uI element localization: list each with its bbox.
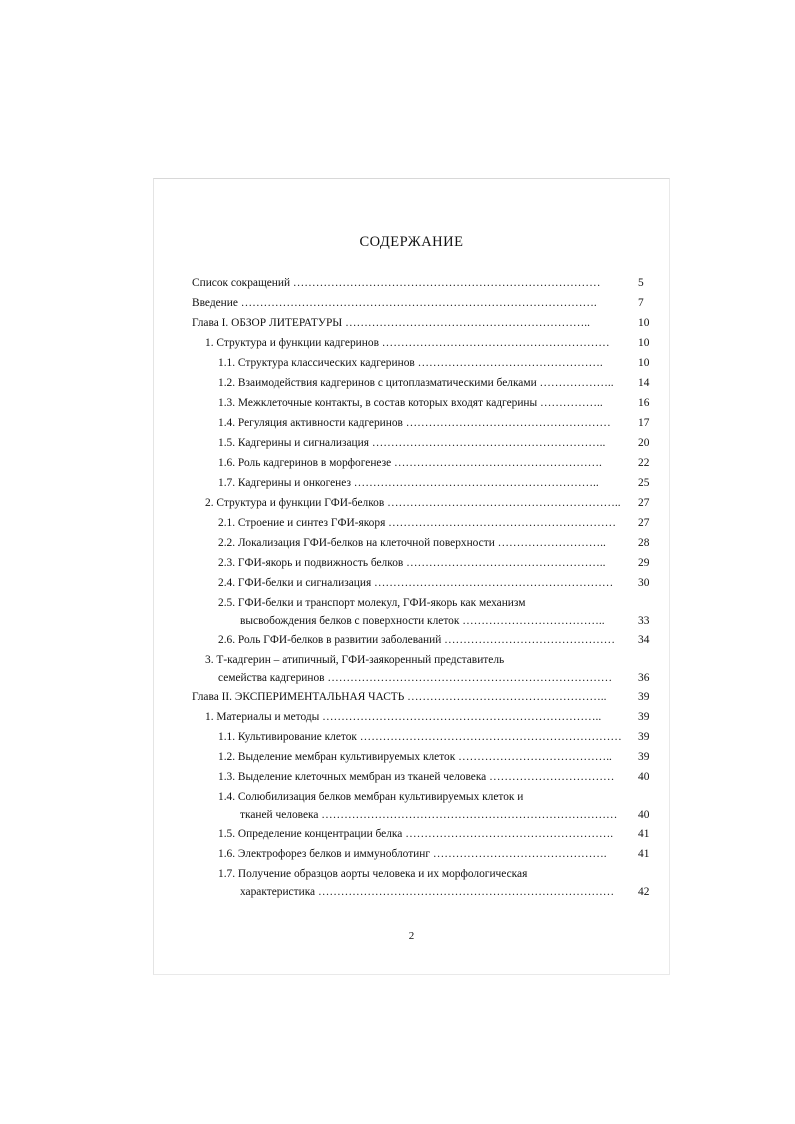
toc-entry[interactable]	[192, 729, 662, 749]
toc-entry-text: 2. Структура и функции ГФИ-белков ……………………………………………………..	[205, 497, 621, 509]
toc-entry[interactable]	[192, 535, 662, 555]
toc-entry-page: 5	[638, 277, 644, 289]
toc-entry[interactable]	[192, 846, 662, 866]
toc-entry-continuation[interactable]	[192, 884, 662, 904]
toc-entry-page: 34	[638, 634, 650, 646]
toc-entry-text: Глава I. ОБЗОР ЛИТЕРАТУРЫ ………………………………………………………..	[192, 317, 590, 329]
toc-entry-text: 1.4. Солюбилизация белков мембран культивируемых клеток и	[218, 791, 524, 803]
toc-entry-page: 28	[638, 537, 650, 549]
toc-entry-text: 1. Материалы и методы ………………………………………………………………..	[205, 711, 602, 723]
page-number: 2	[408, 930, 415, 942]
toc-entry-page: 14	[638, 377, 650, 389]
toc-entry-page: 41	[638, 828, 650, 840]
toc-entry-page: 10	[638, 357, 650, 369]
toc-entry-page: 42	[638, 885, 650, 898]
toc-entry-text: 2.5. ГФИ-белки и транспорт молекул, ГФИ-якорь как механизм	[218, 597, 526, 609]
toc-entry-page: 10	[638, 317, 650, 329]
toc-entry[interactable]	[192, 769, 662, 789]
toc-entry-page: 17	[638, 417, 650, 429]
toc-entry[interactable]	[192, 515, 662, 535]
toc-entry-page: 20	[638, 437, 650, 449]
toc-entry[interactable]	[192, 749, 662, 769]
toc-entry-page: 29	[638, 557, 650, 569]
toc-entry-text: 1.1. Культивирование клеток ……………………………………………………………	[218, 731, 622, 743]
toc-entry-text: 2.6. Роль ГФИ-белков в развитии заболеваний ………………………………………	[218, 634, 616, 646]
toc-entry-page: 39	[638, 731, 650, 743]
toc-entry[interactable]	[192, 275, 662, 295]
toc-entry[interactable]	[192, 632, 662, 652]
toc-entry-text: 1.5. Определение концентрации белка ……………………………………………….	[218, 828, 614, 840]
toc-entry-page: 40	[638, 808, 650, 821]
toc-entry-text: 3. Т-кадгерин – атипичный, ГФИ-заякоренный представитель	[205, 654, 505, 666]
toc-entry[interactable]	[192, 435, 662, 455]
toc-entry-page: 10	[638, 337, 650, 349]
toc-entry[interactable]	[192, 709, 662, 729]
toc-entry-text: 1.7. Получение образцов аорты человека и их морфологическая	[218, 868, 528, 880]
toc-entry-text: 1.3. Межклеточные контакты, в состав которых входят кадгерины ……………..	[218, 397, 603, 409]
toc-entry[interactable]	[192, 475, 662, 495]
toc-entry[interactable]	[192, 575, 662, 595]
toc-entry[interactable]	[192, 652, 662, 670]
toc-entry-page: 39	[638, 691, 650, 703]
toc-entry-continuation[interactable]	[192, 613, 662, 633]
toc-entry[interactable]	[192, 495, 662, 515]
toc-entry-text: 1.1. Структура классических кадгеринов ………………………………………….	[218, 357, 603, 369]
toc-entry-text: 1.6. Электрофорез белков и иммуноблотинг ……………………………………….	[218, 848, 607, 860]
toc-entry-text: 2.1. Строение и синтез ГФИ-якоря ……………………………………………………	[218, 517, 616, 529]
toc-entry-text: 1.5. Кадгерины и сигнализация ……………………………………………………..	[218, 437, 606, 449]
toc-entry-text: 2.4. ГФИ-белки и сигнализация ………………………………………………………	[218, 577, 614, 589]
toc-entry-page: 39	[638, 751, 650, 763]
toc-entry-continuation[interactable]	[192, 670, 662, 690]
toc-entry-text: 1.4. Регуляция активности кадгеринов ………………………………………………	[218, 417, 611, 429]
toc-entry-page: 27	[638, 497, 650, 509]
toc-entry[interactable]	[192, 789, 662, 807]
toc-entry-page: 7	[638, 297, 644, 309]
toc-entry-text: характеристика ……………………………………………………………………	[240, 885, 615, 898]
toc-entry-page: 36	[638, 671, 650, 684]
toc-entry-text: 1.7. Кадгерины и онкогенез ………………………………………………………..	[218, 477, 599, 489]
toc-entry-text: 2.2. Локализация ГФИ-белков на клеточной поверхности ………………………..	[218, 537, 606, 549]
toc-entry-text: 1.2. Выделение мембран культивируемых клеток …………………………………..	[218, 751, 612, 763]
toc-entry-text: Глава II. ЭКСПЕРИМЕНТАЛЬНАЯ ЧАСТЬ ……………………………………………..	[192, 691, 607, 703]
toc-entry[interactable]	[192, 375, 662, 395]
toc-entry[interactable]	[192, 415, 662, 435]
toc-entry[interactable]	[192, 295, 662, 315]
toc-entry-continuation[interactable]	[192, 807, 662, 827]
toc-entry-text: Введение ………………………………………………………………………………….	[192, 297, 597, 309]
toc-entry-text: высвобождения белков с поверхности клеток ………………………………..	[240, 614, 605, 627]
toc-entry[interactable]	[192, 826, 662, 846]
table-of-contents	[192, 275, 662, 903]
toc-entry-page: 33	[638, 614, 650, 627]
toc-entry-text: 1.3. Выделение клеточных мембран из тканей человека ……………………………	[218, 771, 615, 783]
toc-entry[interactable]	[192, 395, 662, 415]
toc-entry[interactable]	[192, 866, 662, 884]
toc-entry[interactable]	[192, 595, 662, 613]
toc-entry[interactable]	[192, 315, 662, 335]
toc-entry-text: семейства кадгеринов …………………………………………………………………	[218, 671, 613, 684]
toc-entry[interactable]	[192, 555, 662, 575]
toc-entry-page: 16	[638, 397, 650, 409]
document-page	[153, 178, 670, 975]
toc-entry-page: 41	[638, 848, 650, 860]
toc-entry-text: тканей человека ……………………………………………………………………	[240, 808, 618, 821]
toc-entry-page: 39	[638, 711, 650, 723]
toc-entry-text: 1.2. Взаимодействия кадгеринов с цитоплазматическими белками ………………..	[218, 377, 614, 389]
toc-entry[interactable]	[192, 355, 662, 375]
toc-entry-page: 25	[638, 477, 650, 489]
toc-entry[interactable]	[192, 455, 662, 475]
toc-entry-page: 27	[638, 517, 650, 529]
toc-title: СОДЕРЖАНИЕ	[359, 234, 464, 250]
toc-entry-page: 30	[638, 577, 650, 589]
toc-entry-page: 22	[638, 457, 650, 469]
toc-entry-text: 1. Структура и функции кадгеринов ……………………………………………………	[205, 337, 610, 349]
toc-entry[interactable]	[192, 335, 662, 355]
toc-entry[interactable]	[192, 689, 662, 709]
toc-entry-text: 2.3. ГФИ-якорь и подвижность белков ……………………………………………..	[218, 557, 606, 569]
toc-entry-text: Список сокращений ………………………………………………………………………	[192, 277, 601, 289]
toc-entry-page: 40	[638, 771, 650, 783]
toc-entry-text: 1.6. Роль кадгеринов в морфогенезе ……………………………………………….	[218, 457, 602, 469]
